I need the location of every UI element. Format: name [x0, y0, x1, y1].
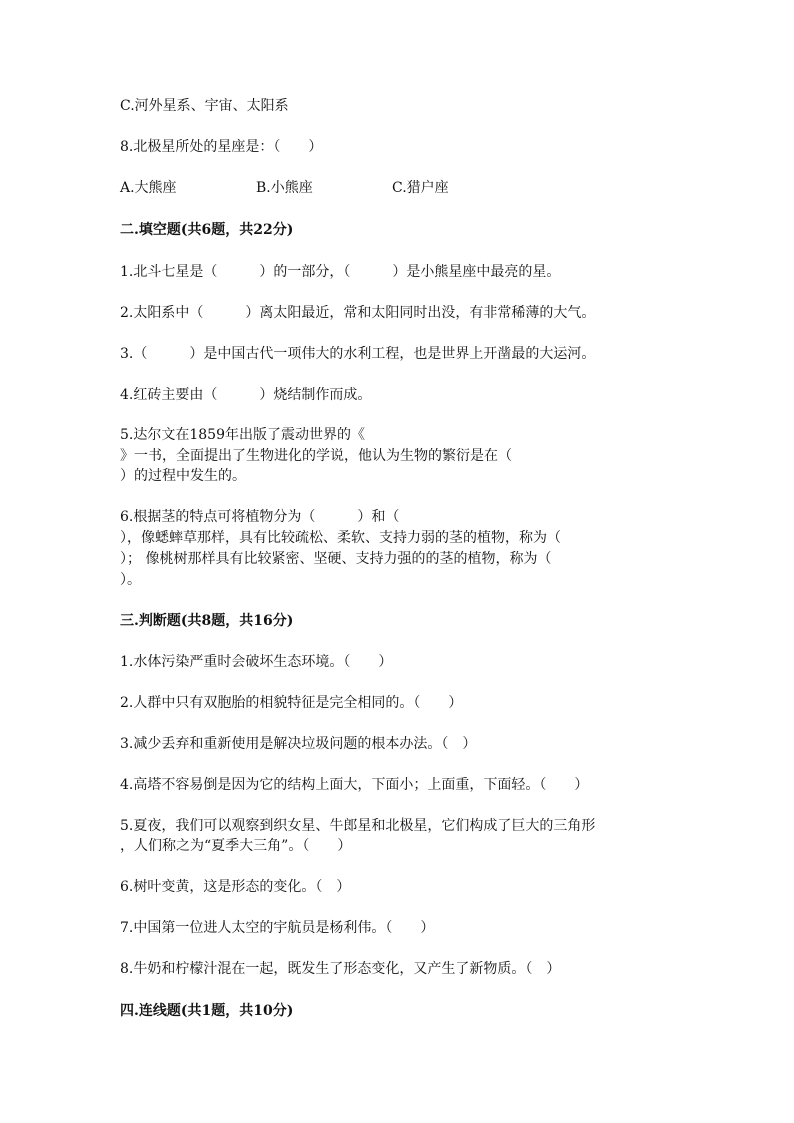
fill-item-6-line-1: 6.根据茎的特点可将植物分为（ ）和（	[120, 509, 400, 525]
q8-options	[120, 178, 449, 198]
judge-item-8: 8.牛奶和柠檬汁混在一起，既发生了形态变化，又产生了新物质。（ ）	[120, 961, 561, 977]
q8-option-c: C.猎户座	[392, 180, 449, 196]
section2-heading: 二.填空题(共6题，共22分)	[120, 222, 294, 238]
judge-item-2: 2.人群中只有双胞胎的相貌特征是完全相同的。（ ）	[120, 695, 463, 711]
fill-item-5-line-1: 5.达尔文在1859年出版了震动世界的《	[120, 427, 365, 443]
fill-item-3: 3.（ ）是中国古代一项伟大的水利工程，也是世界上开凿最的大运河。	[120, 346, 596, 362]
fill-item-2: 2.太阳系中（ ）离太阳最近，常和太阳同时出没，有非常稀薄的大气。	[120, 305, 596, 321]
judge-item-3: 3.减少丢弃和重新使用是解决垃圾问题的根本办法。（ ）	[120, 736, 477, 752]
fill-item-6-line-2: ），像蟋蟀草那样，具有比较疏松、柔软、支持力弱的茎的植物，称为（	[120, 530, 561, 546]
judge-item-5-line-1: 5.夏夜，我们可以观察到织女星、牛郎星和北极星，它们构成了巨大的三角形	[120, 818, 596, 834]
fill-item-1: 1.北斗七星是（ ）的一部分，（ ）是小熊星座中最亮的星。	[120, 264, 561, 280]
judge-item-6: 6.树叶变黄，这是形态的变化。（ ）	[120, 879, 351, 895]
q7-option-c: C.河外星系、宇宙、太阳系	[120, 98, 289, 114]
fill-item-5-line-2: 》一书，全面提出了生物进化的学说，他认为生物的繁衍是在（	[120, 448, 512, 464]
section3-heading: 三.判断题(共8题，共16分)	[120, 613, 294, 629]
fill-item-6-line-3: ）； 像桃树那样具有比较紧密、坚硬、支持力强的的茎的植物，称为（	[120, 551, 552, 567]
q8-stem: 8.北极星所处的星座是：（ ）	[120, 139, 323, 155]
fill-item-5-line-3: ）的过程中发生的。	[120, 468, 246, 484]
judge-item-5-line-2: ，人们称之为“夏季大三角”。（ ）	[120, 838, 352, 854]
judge-item-1: 1.水体污染严重时会破坏生态环境。（ ）	[120, 654, 393, 670]
judge-item-4: 4.高塔不容易倒是因为它的结构上面大，下面小；上面重，下面轻。（ ）	[120, 777, 589, 793]
judge-item-7: 7.中国第一位进人太空的宇航员是杨利伟。（ ）	[120, 920, 435, 936]
q8-option-a: A.大熊座	[120, 180, 177, 196]
q8-option-b: B.小熊座	[256, 180, 313, 196]
fill-item-6-line-4: ）。	[120, 572, 141, 588]
fill-item-4: 4.红砖主要由（ ）烧结制作而成。	[120, 387, 372, 403]
section4-heading: 四.连线题(共1题，共10分)	[120, 1003, 294, 1019]
